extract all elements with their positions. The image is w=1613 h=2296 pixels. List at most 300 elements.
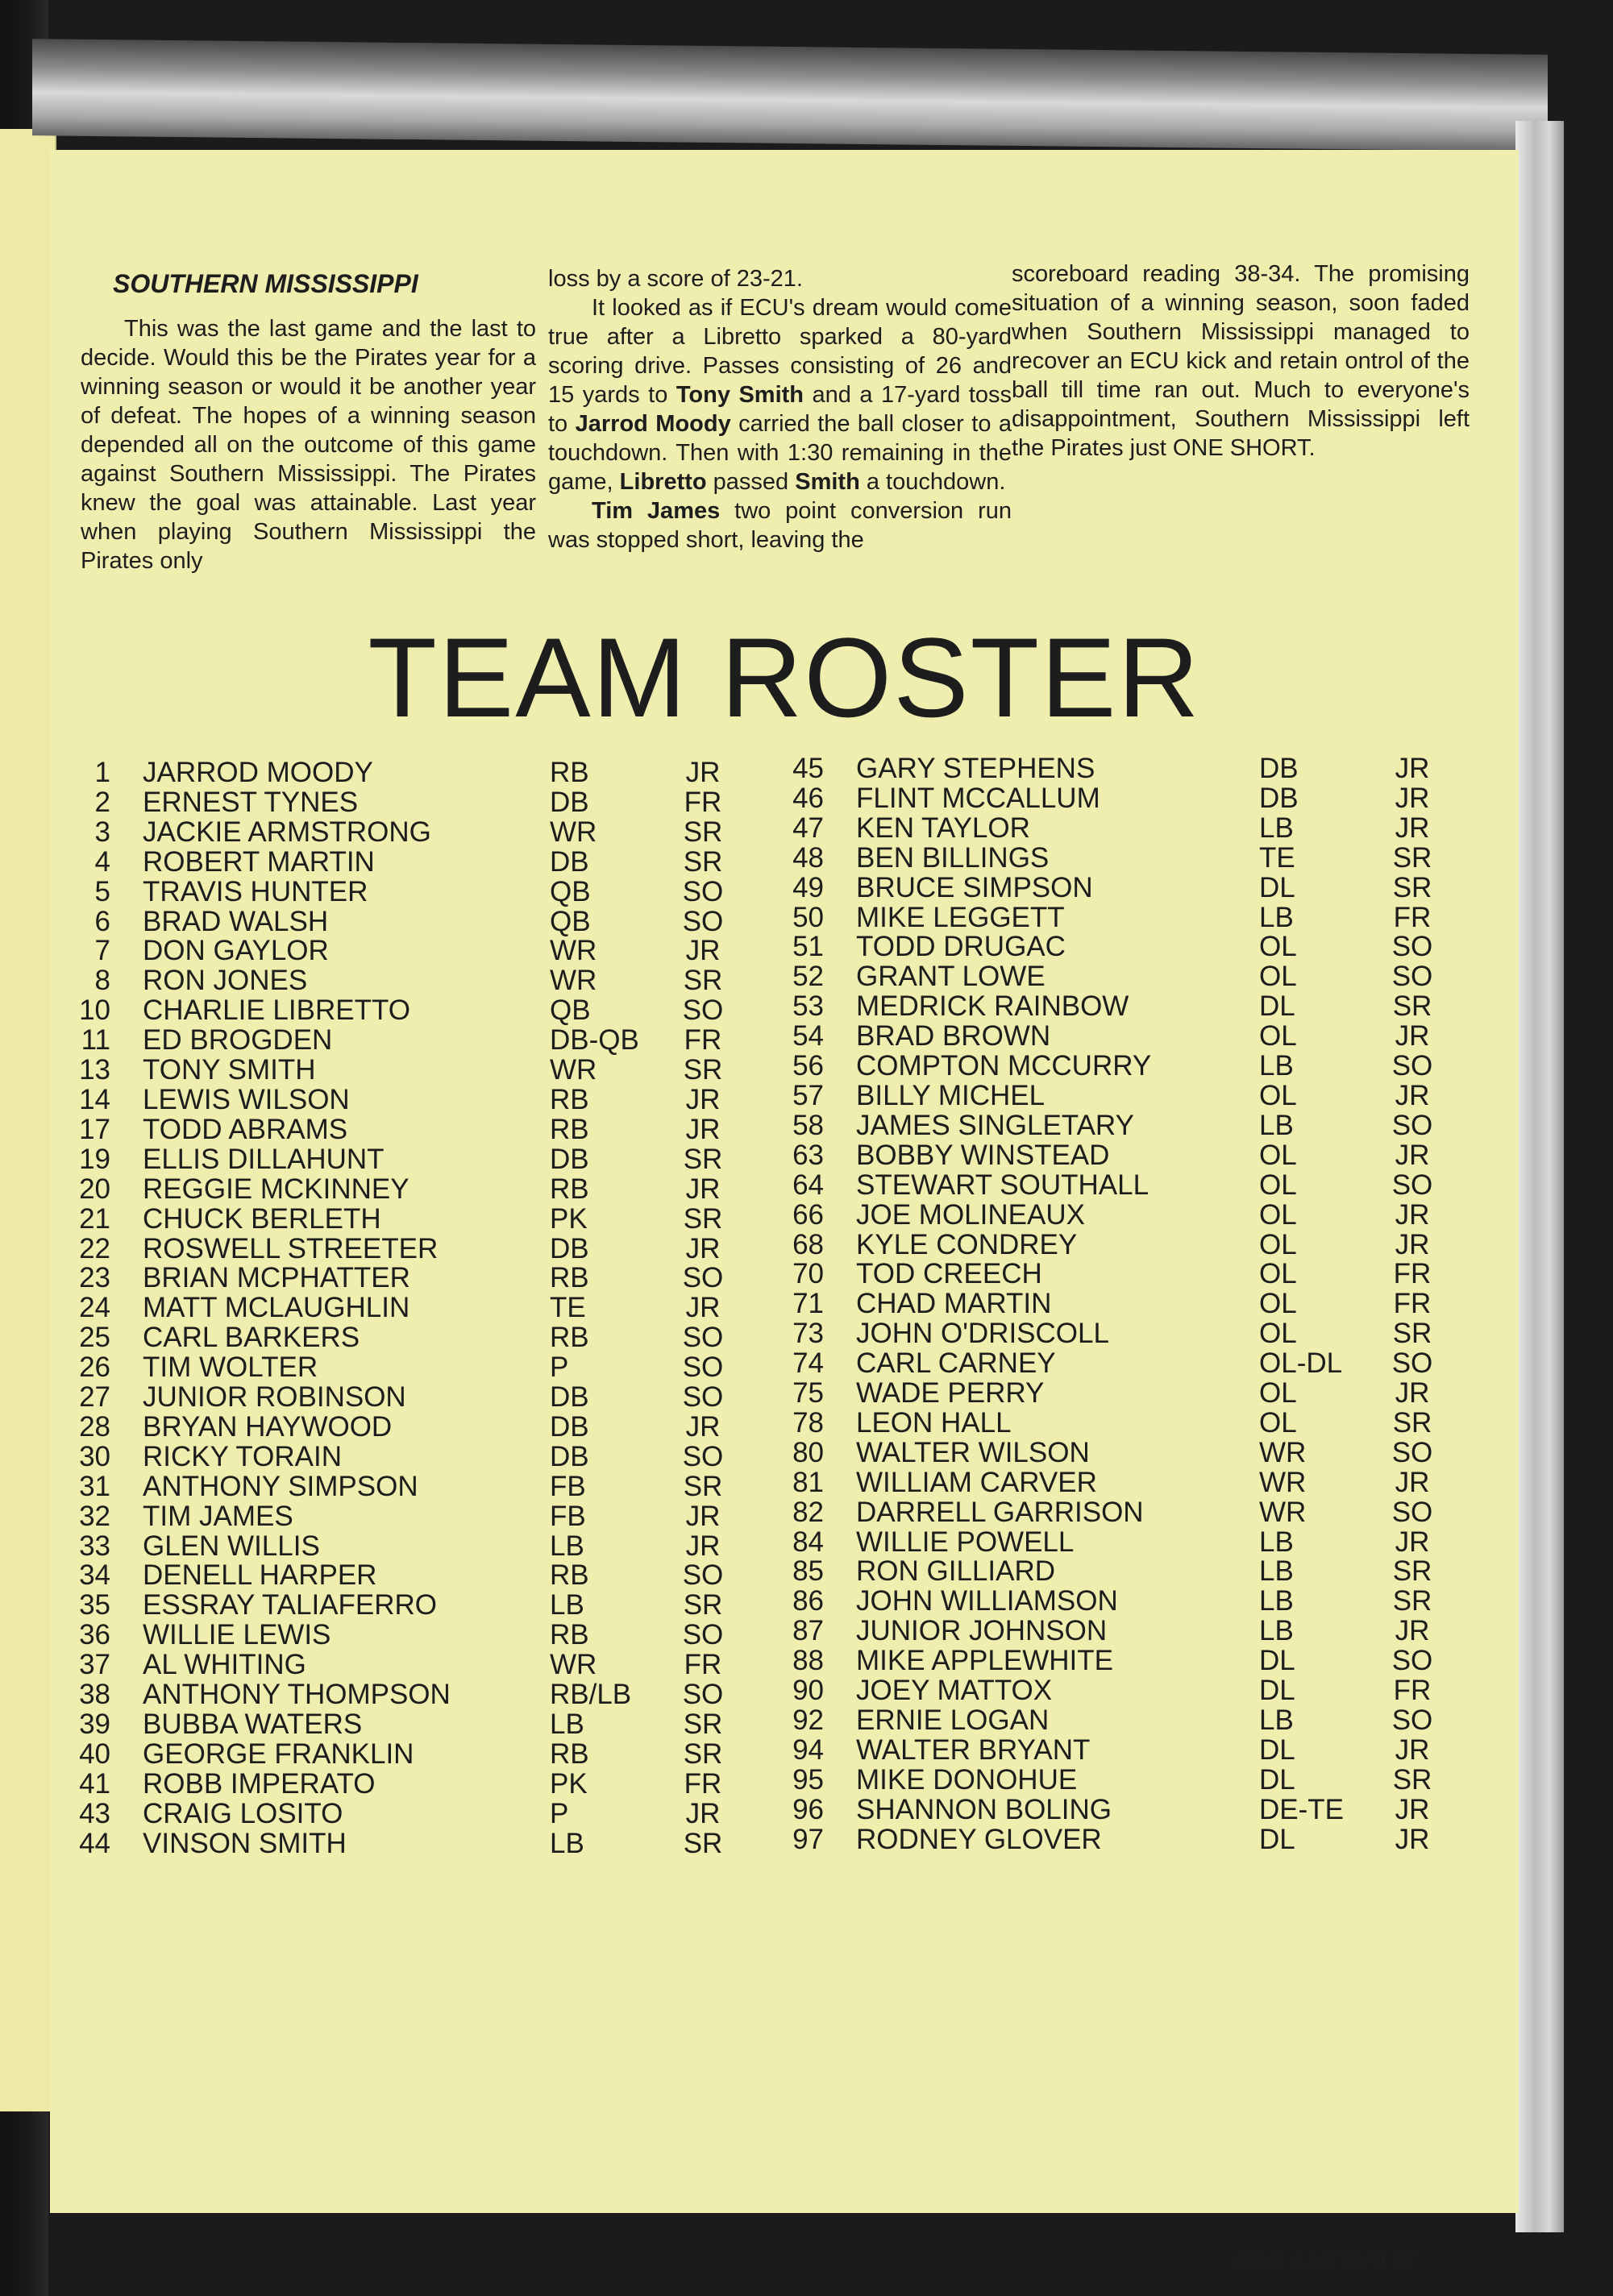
player-position: DB	[550, 845, 589, 878]
player-year: JR	[1395, 1198, 1430, 1231]
player-year: JR	[685, 1113, 721, 1145]
player-name: TODD ABRAMS	[143, 1113, 348, 1145]
player-name: JOHN WILLIAMSON	[856, 1585, 1118, 1617]
player-name: ERNEST TYNES	[143, 786, 359, 818]
roster-row	[788, 1260, 1445, 1289]
player-name: TODD DRUGAC	[856, 931, 1066, 963]
player-year: SO	[682, 1679, 724, 1711]
player-year: SO	[1391, 961, 1433, 993]
player-number: 26	[79, 1351, 110, 1384]
roster-row	[74, 966, 735, 996]
player-year: SR	[683, 1827, 723, 1859]
player-number: 22	[79, 1232, 110, 1264]
player-name: TOD CREECH	[856, 1258, 1042, 1290]
player-year: JR	[1395, 1228, 1430, 1260]
player-year: JR	[685, 1292, 721, 1324]
player-name: SHANNON BOLING	[856, 1793, 1112, 1825]
roster-row	[74, 758, 735, 788]
roster-row	[74, 1740, 735, 1770]
article-col1-text: This was the last game and the last to decide. Would this be the Pirates year for a winning season or would it be another year of defeat. The hopes of a winning season depended all on the outcome of this game against Southern Mississippi. The Pirates knew the goal was attainable. Last year when playing Southern Mississippi the Pirates only	[81, 316, 536, 574]
player-year: SO	[682, 875, 724, 907]
player-year: JR	[1395, 1079, 1430, 1111]
player-name: JUNIOR JOHNSON	[856, 1615, 1108, 1647]
player-number: 23	[79, 1262, 110, 1294]
player-name: DON GAYLOR	[143, 935, 329, 967]
roster-row	[788, 903, 1445, 933]
player-position: OL	[1259, 1020, 1297, 1053]
player-position: OL	[1259, 1079, 1297, 1111]
player-number: 25	[79, 1322, 110, 1354]
player-name: STEWART SOUTHALL	[856, 1169, 1149, 1201]
player-year: SR	[1392, 1763, 1432, 1796]
player-position: RB	[550, 1113, 589, 1145]
player-position: PK	[550, 1767, 588, 1800]
roster-row	[74, 1797, 735, 1829]
player-number: 50	[792, 901, 824, 933]
player-name: VINSON SMITH	[143, 1827, 347, 1859]
roster-row	[74, 1083, 735, 1115]
player-year: SR	[683, 845, 723, 878]
player-position: WR	[550, 1649, 597, 1681]
player-name: DENELL HARPER	[143, 1559, 377, 1592]
player-number: 57	[792, 1079, 824, 1111]
player-number: 19	[79, 1143, 110, 1175]
player-year: SR	[1392, 990, 1432, 1023]
player-year: FR	[684, 1767, 722, 1800]
player-position: DL	[1259, 1733, 1295, 1766]
roster-row	[788, 1319, 1445, 1349]
text-run: a touchdown.	[859, 469, 1006, 495]
player-number: 56	[792, 1050, 824, 1082]
player-number: 27	[79, 1381, 110, 1414]
player-position: WR	[550, 816, 597, 848]
player-year: SO	[682, 1619, 724, 1651]
player-name: GEORGE FRANKLIN	[143, 1738, 414, 1770]
player-number: 66	[792, 1198, 824, 1231]
roster-row	[788, 1141, 1445, 1171]
roster-row	[74, 1621, 735, 1650]
player-year: SO	[682, 1559, 724, 1592]
roster-row	[788, 1228, 1445, 1260]
player-number: 7	[94, 935, 110, 967]
player-name: JOHN O'DRISCOLL	[856, 1318, 1109, 1350]
player-year: SO	[682, 905, 724, 937]
player-year: SR	[683, 816, 723, 848]
player-position: RB	[550, 1619, 589, 1651]
name-jarrod-moody: Jarrod Moody	[575, 411, 731, 437]
player-number: 81	[792, 1466, 824, 1498]
player-position: QB	[550, 994, 591, 1027]
player-year: JR	[1395, 812, 1430, 844]
player-position: DB	[550, 786, 589, 818]
player-year: SR	[1392, 1406, 1432, 1439]
player-position: OL	[1259, 1288, 1297, 1320]
player-name: WILLIE POWELL	[856, 1526, 1075, 1558]
roster-left-column	[74, 758, 735, 1859]
roster-row	[74, 1440, 735, 1472]
article-col2-p1: loss by a score of 23-21.	[548, 266, 803, 292]
player-name: GRANT LOWE	[856, 961, 1046, 993]
player-name: WILLIAM CARVER	[856, 1466, 1097, 1498]
player-name: BRYAN HAYWOOD	[143, 1410, 393, 1443]
roster-row	[74, 1056, 735, 1086]
facing-page-edge	[0, 129, 56, 2111]
player-name: BRAD WALSH	[143, 905, 329, 937]
player-position: RB	[550, 1559, 589, 1592]
player-name: JOEY MATTOX	[856, 1675, 1053, 1707]
player-name: CARL BARKERS	[143, 1322, 360, 1354]
player-number: 94	[792, 1733, 824, 1766]
player-year: JR	[685, 1500, 721, 1532]
player-position: DL	[1259, 990, 1295, 1023]
player-number: 3	[94, 816, 110, 848]
article-col2-p2	[548, 293, 1012, 496]
player-name: BEN BILLINGS	[856, 841, 1050, 874]
player-name: BRIAN MCPHATTER	[143, 1262, 410, 1294]
text-run: two point conversion run was stopped short, leaving the	[548, 498, 1012, 553]
roster-row	[74, 936, 735, 966]
player-name: CHAD MARTIN	[856, 1288, 1052, 1320]
roster-row	[788, 1289, 1445, 1319]
player-number: 95	[792, 1763, 824, 1796]
player-name: MIKE DONOHUE	[856, 1763, 1078, 1796]
player-position: RB	[550, 1322, 589, 1354]
roster-row	[788, 1349, 1445, 1379]
player-position: DB	[550, 1440, 589, 1472]
player-position: QB	[550, 905, 591, 937]
player-year: FR	[1393, 1675, 1432, 1707]
player-position: LB	[1259, 1526, 1294, 1558]
player-number: 80	[792, 1436, 824, 1468]
player-year: JR	[1395, 1733, 1430, 1766]
player-position: LB	[550, 1709, 584, 1740]
player-number: 63	[792, 1139, 824, 1171]
player-position: LB	[1259, 1050, 1294, 1082]
player-number: 82	[792, 1496, 824, 1528]
roster-row	[74, 996, 735, 1026]
player-position: LB	[1259, 1585, 1294, 1617]
player-name: BILLY MICHEL	[856, 1079, 1046, 1111]
player-number: 75	[792, 1377, 824, 1410]
player-year: SO	[1391, 1109, 1433, 1141]
name-libretto: Libretto	[619, 469, 707, 495]
player-year: SO	[1391, 1169, 1433, 1201]
roster-row	[74, 1710, 735, 1740]
player-name: TIM WOLTER	[143, 1351, 318, 1384]
player-position: QB	[550, 875, 591, 907]
player-name: ANTHONY SIMPSON	[143, 1470, 418, 1502]
roster-row	[788, 1052, 1445, 1082]
roster-row	[788, 1022, 1445, 1052]
player-number: 68	[792, 1228, 824, 1260]
player-name: CHUCK BERLETH	[143, 1202, 381, 1235]
player-name: BRUCE SIMPSON	[856, 871, 1093, 903]
player-position: DL	[1259, 1675, 1295, 1707]
player-year: SO	[682, 994, 724, 1027]
player-position: OL	[1259, 1169, 1297, 1201]
roster-row	[788, 1379, 1445, 1409]
player-number: 54	[792, 1020, 824, 1053]
player-name: WILLIE LEWIS	[143, 1619, 331, 1651]
page-stack-top-edge	[32, 39, 1548, 152]
roster-row	[74, 1264, 735, 1293]
player-position: LB	[1259, 1109, 1294, 1141]
player-number: 34	[79, 1559, 110, 1592]
player-position: LB	[1259, 1555, 1294, 1588]
player-name: TRAVIS HUNTER	[143, 875, 368, 907]
player-name: ROSWELL STREETER	[143, 1232, 439, 1264]
player-position: DB	[550, 1410, 589, 1443]
player-year: SR	[1392, 1318, 1432, 1350]
player-number: 97	[792, 1823, 824, 1855]
roster-row	[788, 1676, 1445, 1706]
player-position: OL	[1259, 1406, 1297, 1439]
player-position: OL	[1259, 1377, 1297, 1410]
player-year: JR	[1395, 1615, 1430, 1647]
player-year: SR	[683, 965, 723, 997]
player-year: JR	[1395, 1377, 1430, 1410]
roster-row	[74, 1323, 735, 1353]
roster-row	[788, 1825, 1445, 1855]
player-number: 24	[79, 1292, 110, 1324]
player-number: 78	[792, 1406, 824, 1439]
player-name: GLEN WILLIS	[143, 1530, 320, 1562]
player-year: JR	[685, 1797, 721, 1829]
article-col2-p3	[548, 496, 1012, 554]
roster-row	[788, 814, 1445, 844]
player-number: 20	[79, 1173, 110, 1205]
player-number: 31	[79, 1470, 110, 1502]
player-name: FLINT MCCALLUM	[856, 782, 1100, 814]
player-name: REGGIE MCKINNEY	[143, 1173, 409, 1205]
player-name: TONY SMITH	[143, 1054, 316, 1086]
roster-row	[74, 1353, 735, 1383]
player-year: SR	[1392, 1585, 1432, 1617]
roster-row	[74, 1650, 735, 1680]
text-run: It looked as if ECU's dream would come true after a Libretto sparked a 80-yard scoring drive. Passes consisting of 26 and 15 yards to	[548, 295, 1012, 408]
player-number: 45	[792, 753, 824, 784]
player-number: 44	[79, 1827, 110, 1859]
player-year: SR	[683, 1202, 723, 1235]
player-name: LEWIS WILSON	[143, 1083, 350, 1115]
player-year: JR	[685, 757, 721, 788]
article-column-1	[81, 269, 536, 575]
player-number: 52	[792, 961, 824, 993]
player-name: JAMES SINGLETARY	[856, 1109, 1134, 1141]
player-year: SO	[682, 1322, 724, 1354]
player-year: JR	[1395, 1466, 1430, 1498]
player-number: 4	[94, 845, 110, 878]
player-number: 46	[792, 782, 824, 814]
player-number: 70	[792, 1258, 824, 1290]
player-number: 49	[792, 871, 824, 903]
player-name: ROBB IMPERATO	[143, 1767, 376, 1800]
player-year: SO	[682, 1440, 724, 1472]
roster-row	[788, 1171, 1445, 1201]
roster-row	[74, 1472, 735, 1502]
roster-row	[788, 1406, 1445, 1439]
yearbook-page	[50, 150, 1519, 2273]
player-number: 28	[79, 1410, 110, 1443]
roster-row	[788, 1587, 1445, 1617]
player-year: JR	[1395, 1823, 1430, 1855]
player-name: RON JONES	[143, 965, 308, 997]
player-year: SO	[1391, 1704, 1433, 1736]
player-position: WR	[550, 1054, 597, 1086]
player-year: SO	[682, 1381, 724, 1414]
roster-row	[788, 1706, 1445, 1736]
player-position: DB	[1259, 782, 1299, 814]
text-run: and a 17-yard toss to	[548, 382, 1012, 437]
player-year: JR	[1395, 1793, 1430, 1825]
player-position: DE-TE	[1259, 1793, 1344, 1825]
roster-row	[74, 1680, 735, 1710]
player-year: FR	[1393, 1258, 1432, 1290]
player-position: LB	[1259, 901, 1294, 933]
player-number: 11	[81, 1024, 110, 1057]
roster-row	[74, 1175, 735, 1205]
player-position: FB	[550, 1470, 586, 1502]
player-number: 14	[79, 1083, 110, 1115]
player-year: SR	[683, 1589, 723, 1621]
player-position: LB	[550, 1589, 584, 1621]
player-year: JR	[1395, 753, 1430, 784]
player-number: 17	[79, 1113, 110, 1145]
player-number: 87	[792, 1615, 824, 1647]
player-position: OL	[1259, 931, 1297, 963]
player-number: 41	[79, 1767, 110, 1800]
roster-row	[788, 1646, 1445, 1676]
player-number: 8	[94, 965, 110, 997]
roster-row	[788, 1557, 1445, 1587]
player-year: SR	[683, 1738, 723, 1770]
player-number: 84	[792, 1526, 824, 1558]
player-position: P	[550, 1797, 569, 1829]
player-name: JACKIE ARMSTRONG	[143, 816, 431, 848]
player-name: MIKE LEGGETT	[856, 901, 1065, 933]
player-name: RODNEY GLOVER	[856, 1823, 1102, 1855]
player-name: JOE MOLINEAUX	[856, 1198, 1085, 1231]
player-number: 32	[79, 1500, 110, 1532]
player-year: JR	[685, 1173, 721, 1205]
player-name: ED BROGDEN	[143, 1024, 333, 1057]
player-name: JARROD MOODY	[143, 757, 373, 788]
player-year: JR	[685, 1083, 721, 1115]
roster-row	[788, 1111, 1445, 1141]
player-year: FR	[684, 1024, 722, 1057]
player-name: KEN TAYLOR	[856, 812, 1030, 844]
roster-row	[788, 871, 1445, 903]
player-position: FB	[550, 1500, 586, 1532]
player-year: SR	[683, 1470, 723, 1502]
player-name: GARY STEPHENS	[856, 753, 1095, 784]
player-number: 39	[79, 1709, 110, 1740]
roster-row	[788, 1793, 1445, 1825]
player-number: 2	[94, 786, 110, 818]
player-number: 38	[79, 1679, 110, 1711]
player-number: 74	[792, 1347, 824, 1380]
player-name: LEON HALL	[856, 1406, 1012, 1439]
roster-row	[788, 1763, 1445, 1796]
player-position: WR	[1259, 1466, 1307, 1498]
player-number: 47	[792, 812, 824, 844]
player-position: WR	[550, 935, 597, 967]
player-year: JR	[1395, 1020, 1430, 1053]
player-year: JR	[685, 1530, 721, 1562]
roster-row	[788, 1498, 1445, 1528]
player-number: 10	[79, 994, 110, 1027]
player-number: 51	[792, 931, 824, 963]
player-number: 5	[94, 875, 110, 907]
player-position: OL	[1259, 1198, 1297, 1231]
text-run: carried the ball closer to a touchdown. Then with 1:30 remaining in the game,	[548, 411, 1012, 495]
roster-row	[74, 1767, 735, 1800]
player-year: FR	[1393, 901, 1432, 933]
player-name: AL WHITING	[143, 1649, 306, 1681]
player-position: RB	[550, 1738, 589, 1770]
roster-row	[788, 932, 1445, 962]
player-position: LB	[1259, 812, 1294, 844]
player-position: RB	[550, 1083, 589, 1115]
player-number: 6	[94, 905, 110, 937]
player-number: 13	[79, 1054, 110, 1086]
player-position: DL	[1259, 1823, 1295, 1855]
player-year: SO	[682, 1262, 724, 1294]
player-name: ELLIS DILLAHUNT	[143, 1143, 385, 1175]
player-year: SO	[682, 1351, 724, 1384]
player-name: WALTER BRYANT	[856, 1733, 1091, 1766]
player-year: SO	[1391, 1050, 1433, 1082]
roster-row	[74, 1502, 735, 1532]
player-position: LB	[1259, 1615, 1294, 1647]
roster-row	[788, 992, 1445, 1022]
player-position: WR	[550, 965, 597, 997]
player-position: TE	[550, 1292, 586, 1324]
player-year: JR	[685, 1232, 721, 1264]
player-name: CARL CARNEY	[856, 1347, 1056, 1380]
player-year: SR	[683, 1709, 723, 1740]
player-position: OL-DL	[1259, 1347, 1343, 1380]
player-position: DL	[1259, 871, 1295, 903]
player-position: DB	[550, 1143, 589, 1175]
player-name: KYLE CONDREY	[856, 1228, 1078, 1260]
player-position: WR	[1259, 1496, 1307, 1528]
player-position: PK	[550, 1202, 588, 1235]
roster-row	[788, 1198, 1445, 1231]
roster-row	[74, 845, 735, 878]
player-year: SR	[683, 1054, 723, 1086]
article-column-3	[1012, 259, 1470, 463]
roster-row	[74, 1115, 735, 1145]
player-year: SR	[1392, 1555, 1432, 1588]
roster-row	[788, 1079, 1445, 1111]
roster-row	[788, 962, 1445, 992]
player-number: 90	[792, 1675, 824, 1707]
player-name: ESSRAY TALIAFERRO	[143, 1589, 438, 1621]
player-name: TIM JAMES	[143, 1500, 293, 1532]
player-position: P	[550, 1351, 569, 1384]
player-name: BUBBA WATERS	[143, 1709, 363, 1740]
player-number: 53	[792, 990, 824, 1023]
player-name: ROBERT MARTIN	[143, 845, 375, 878]
player-position: OL	[1259, 961, 1297, 993]
player-name: CHARLIE LIBRETTO	[143, 994, 410, 1027]
article-heading: SOUTHERN MISSISSIPPI	[113, 269, 418, 298]
player-name: BRAD BROWN	[856, 1020, 1051, 1053]
player-name: BOBBY WINSTEAD	[856, 1139, 1110, 1171]
roster-row	[74, 875, 735, 907]
player-year: JR	[685, 1410, 721, 1443]
